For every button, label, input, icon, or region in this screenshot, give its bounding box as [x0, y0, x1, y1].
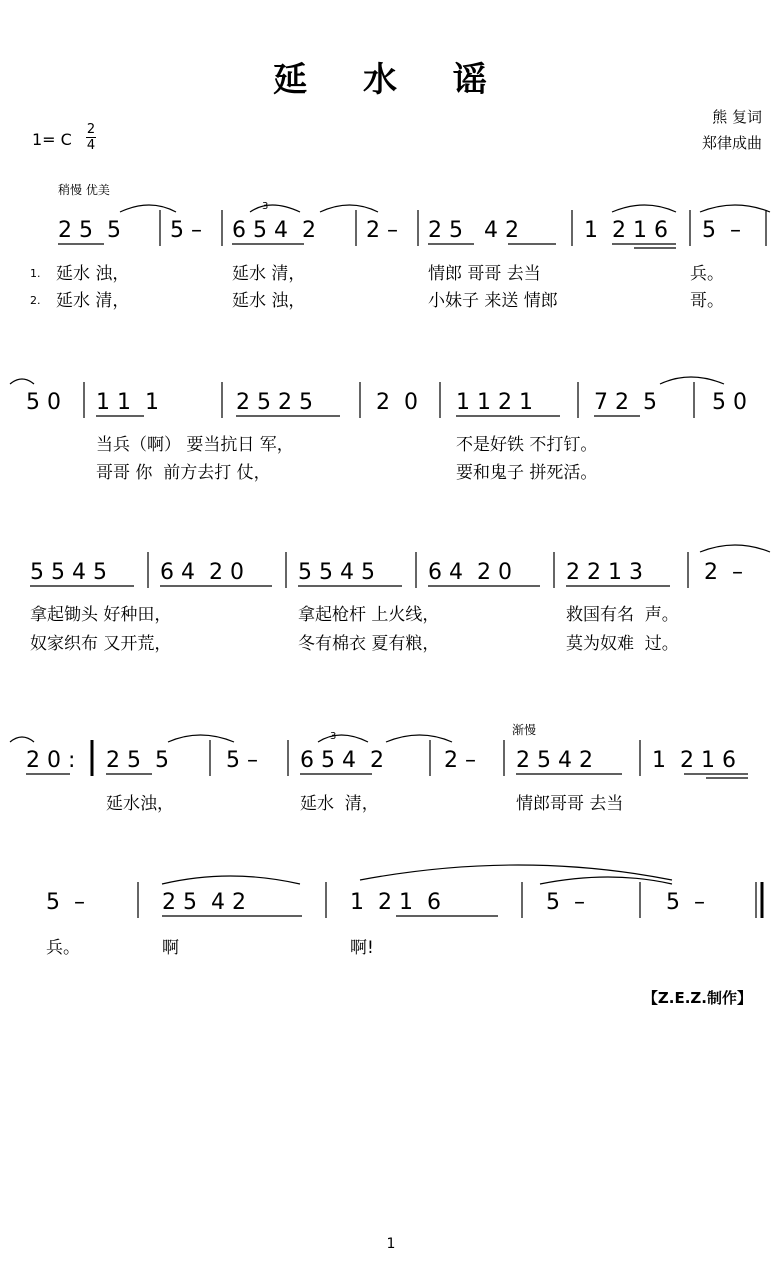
row-2-notes — [0, 388, 782, 418]
tie — [168, 735, 234, 742]
measure: 5 5 4 5 — [298, 560, 375, 585]
measure: 2 – — [366, 218, 398, 243]
tie — [120, 205, 176, 212]
row-5-verse-1 — [0, 935, 782, 961]
measure: 2 5 4 2 — [516, 748, 593, 773]
measure: 6 4 2 0 — [428, 560, 512, 585]
row-3-notes — [0, 558, 782, 588]
time-signature-top: 2 — [86, 122, 96, 137]
measure: 1 1 2 1 — [456, 390, 533, 415]
lyric: 救国有名 声。 — [566, 605, 679, 625]
lyric: 当兵（啊） 要当抗日 军， — [96, 435, 294, 455]
row-3-verse-2 — [0, 631, 782, 657]
measure: 2 0 — [376, 390, 418, 415]
key-signature: 1= C — [32, 130, 72, 149]
row-1-verse-1 — [0, 261, 782, 287]
measure: 1 2 1 6 — [350, 890, 441, 915]
tie — [700, 545, 770, 552]
lyric: 冬有棉衣 夏有粮， — [298, 634, 440, 654]
measure: 6 5 4 2 — [300, 748, 384, 773]
row-4-verse-1 — [0, 791, 782, 817]
time-signature-bottom: 4 — [86, 138, 96, 153]
lyricist-credit: 熊 复词 — [712, 108, 762, 126]
measure: 2 – — [444, 748, 476, 773]
measure: 5 – — [546, 890, 585, 915]
measure: 5 – — [666, 890, 705, 915]
row-4-notes — [0, 746, 782, 776]
verse-number: 1. — [30, 267, 41, 280]
lyric: 延水 浊， — [56, 264, 130, 284]
lyric: 延水 清， — [300, 794, 379, 814]
lyric: 延水 清， — [232, 264, 306, 284]
measure: 5 – — [170, 218, 202, 243]
composer-credit: 郑律成曲 — [701, 134, 762, 152]
measure: 2 – — [704, 560, 743, 585]
row-1-verse-2 — [0, 288, 782, 314]
lyric: 啊 — [162, 938, 179, 958]
measure: 2 5 5 — [106, 748, 169, 773]
lyric: 拿起枪杆 上火线， — [298, 605, 440, 625]
lyric: 兵。 — [46, 938, 80, 958]
slur — [360, 865, 672, 880]
measure: 1 2 1 6 — [584, 218, 668, 243]
measure: 2 0 : — [26, 748, 76, 773]
lyric: 兵。 — [690, 264, 724, 284]
lyric: 哥。 — [690, 291, 724, 311]
row-2-verse-1 — [0, 432, 782, 458]
slur — [162, 876, 300, 884]
lyric: 情郎 哥哥 去当 — [428, 264, 541, 284]
tie — [660, 377, 724, 384]
tie — [700, 205, 770, 212]
slur — [250, 205, 300, 212]
verse-number: 2. — [30, 294, 41, 307]
tempo-marking-start: 稍慢 优美 — [58, 183, 110, 197]
measure: 5 – — [226, 748, 258, 773]
triplet-mark: 3 — [330, 731, 337, 742]
measure: 6 4 2 0 — [160, 560, 244, 585]
lyric: 莫为奴难 过。 — [566, 634, 679, 654]
measure: 2 5 4 2 — [428, 218, 519, 243]
row-1-notes — [0, 216, 782, 246]
measure: 5 – — [702, 218, 741, 243]
lyric: 拿起锄头 好种田， — [30, 605, 172, 625]
measure: 5 0 — [26, 390, 61, 415]
measure: 2 5 2 5 — [236, 390, 313, 415]
measure: 2 5 4 2 — [162, 890, 246, 915]
slur — [318, 735, 368, 742]
lyric: 奴家织布 又开荒， — [30, 634, 172, 654]
lyric: 小妹子 来送 情郎 — [428, 291, 558, 311]
measure: 2 2 1 3 — [566, 560, 643, 585]
tie — [320, 205, 378, 212]
lyric: 不是好铁 不打钉。 — [456, 435, 598, 455]
tie — [540, 877, 672, 884]
measure: 7 2 5 — [594, 390, 657, 415]
measure: 2 5 5 — [58, 218, 121, 243]
tie — [386, 735, 452, 742]
maker-credit: 【Z.E.Z.制作】 — [642, 989, 752, 1007]
row-5-notes — [0, 888, 782, 918]
lyric: 延水浊， — [106, 794, 174, 814]
measure: 6 5 4 2 — [232, 218, 316, 243]
page-number: 1 — [386, 1236, 396, 1252]
tempo-marking-slow: 渐慢 — [512, 723, 537, 737]
measure: 5 – — [46, 890, 85, 915]
lyric: 延水 清， — [56, 291, 130, 311]
song-title: 延 水 谣 — [273, 60, 509, 100]
measure: 5 0 — [712, 390, 747, 415]
measure: 1 2 1 6 — [652, 748, 736, 773]
time-signature — [86, 122, 96, 153]
triplet-mark: 3 — [262, 201, 269, 212]
measure: 5 5 4 5 — [30, 560, 107, 585]
lyric: 情郎哥哥 去当 — [516, 794, 624, 814]
lyric: 哥哥 你 前方去打 仗， — [96, 463, 271, 483]
lyric: 啊! — [350, 938, 374, 958]
row-2-verse-2 — [0, 460, 782, 486]
lyric: 延水 浊， — [232, 291, 306, 311]
measure: 1 1 1 — [96, 390, 159, 415]
slur — [612, 205, 676, 212]
lyric: 要和鬼子 拼死活。 — [456, 463, 598, 483]
row-3-verse-1 — [0, 602, 782, 628]
